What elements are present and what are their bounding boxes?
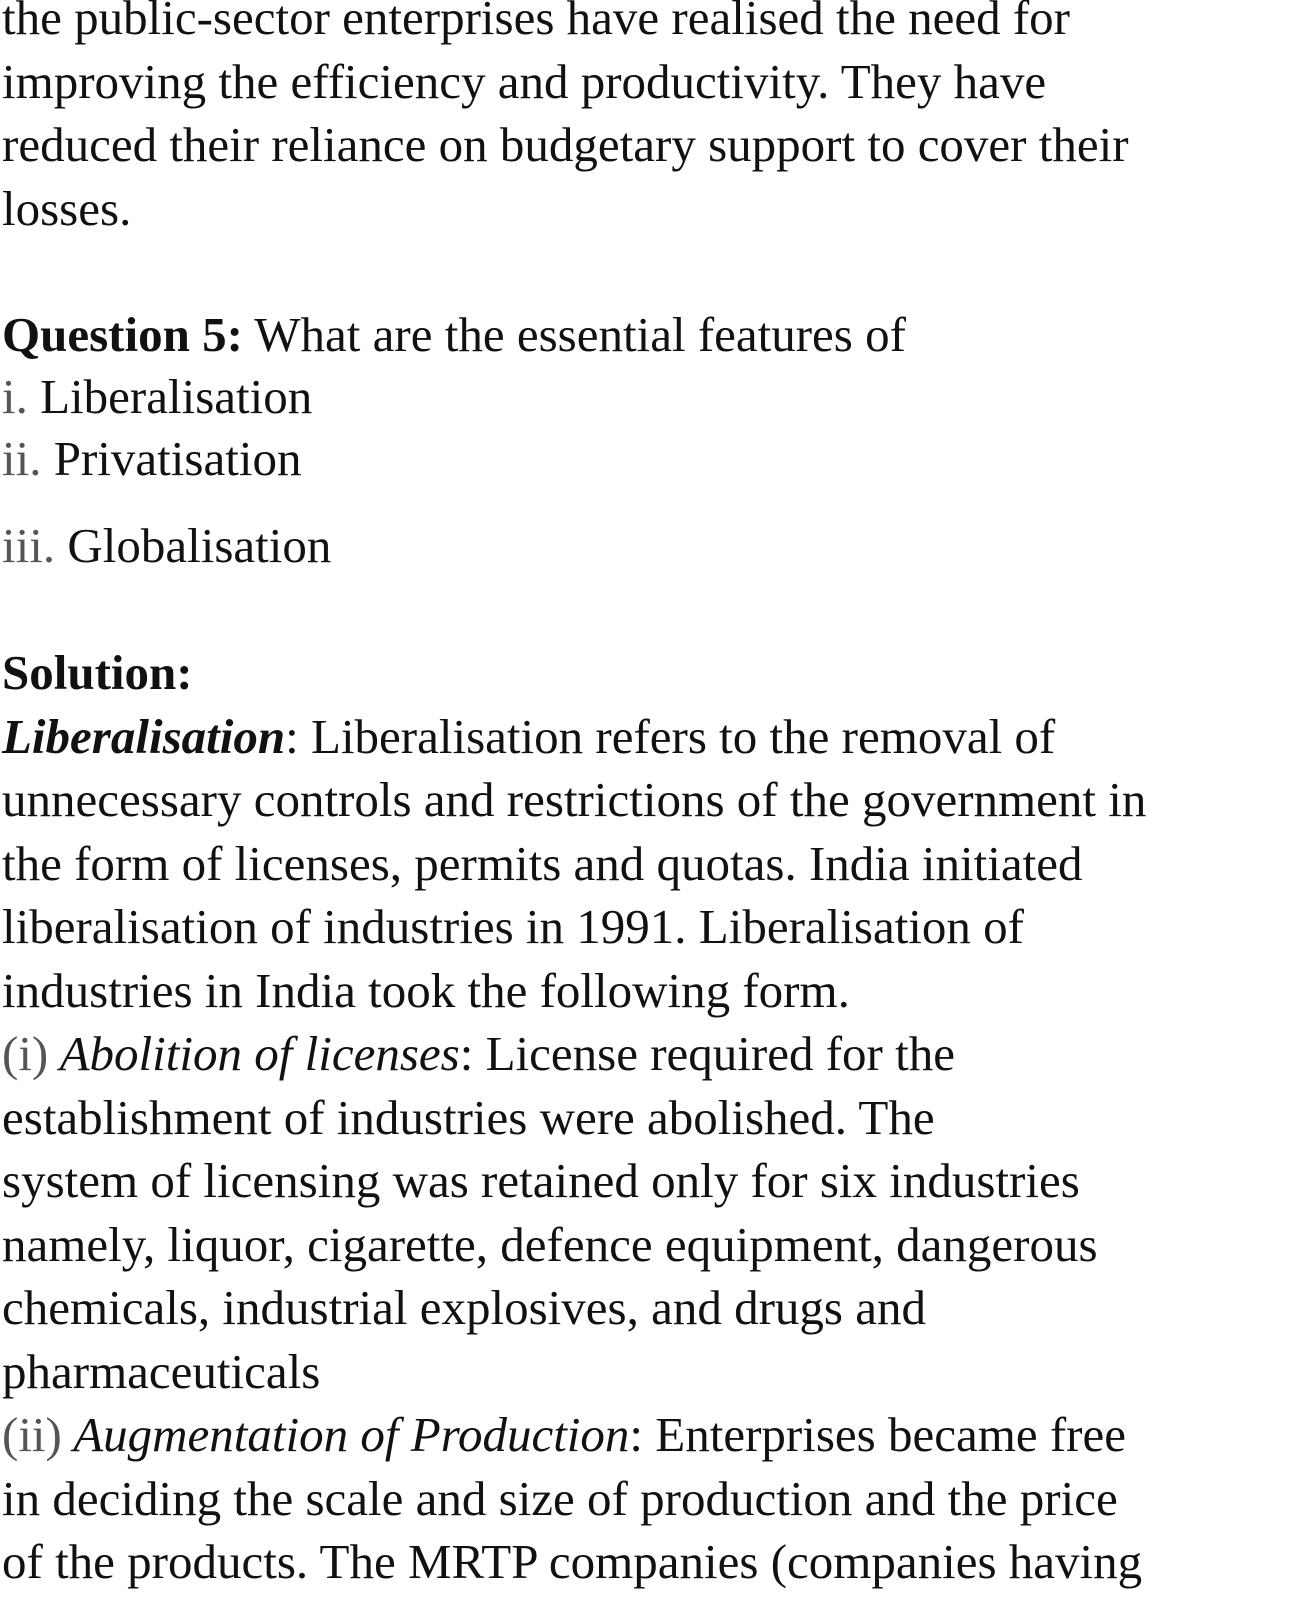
point1-marker: (i) (2, 1026, 49, 1081)
solution-line (2, 705, 1292, 769)
point2-line: of the products. The MRTP companies (companies having (2, 1534, 1143, 1589)
item-text: Globalisation (55, 518, 332, 573)
solution-block (2, 641, 1292, 1594)
solution-term: Liberalisation (2, 708, 286, 764)
solution-term-sep: : (285, 708, 299, 764)
point2-heading: Augmentation of Production (61, 1407, 630, 1462)
solution-line: industries in India took the following form. (2, 962, 850, 1018)
item-marker: i. (2, 369, 28, 424)
question-label: Question 5: (2, 307, 243, 362)
question-block (2, 303, 1292, 367)
point1-text: License required for the (473, 1026, 955, 1081)
item-text: Privatisation (41, 431, 302, 486)
point1-sep: : (459, 1026, 474, 1081)
point1-line (2, 1022, 1292, 1086)
point1-heading: Abolition of licenses (48, 1026, 460, 1081)
question-text: What are the essential features of (242, 307, 906, 362)
point1-line: pharmaceuticals (2, 1343, 321, 1399)
point1-line: establishment of industries were abolished. The (2, 1089, 935, 1145)
intro-line: improving the efficiency and productivity. They have (2, 53, 1047, 109)
item-marker: ii. (2, 431, 42, 486)
item-text: Liberalisation (27, 369, 313, 424)
question-item (2, 427, 1292, 491)
solution-label: Solution: (2, 645, 193, 700)
question-heading (2, 303, 1292, 367)
solution-line: unnecessary controls and restrictions of the government in (2, 772, 1147, 827)
point2-line: in deciding the scale and size of production and the price (2, 1470, 1118, 1526)
solution-text: Liberalisation refers to the removal of (298, 708, 1056, 764)
solution-line: liberalisation of industries in 1991. Liberalisation of (2, 899, 1024, 954)
point1-line: chemicals, industrial explosives, and drugs and (2, 1280, 926, 1335)
point2-text: Enterprises became free (643, 1407, 1126, 1462)
solution-line: the form of licenses, permits and quotas. India initiated (2, 835, 1083, 891)
intro-line: reduced their reliance on budgetary support to cover their (2, 117, 1129, 172)
question-item (2, 365, 1292, 429)
point1-line: system of licensing was retained only for six industries (2, 1153, 1080, 1208)
point2-line (2, 1403, 1292, 1467)
item-marker: iii. (2, 518, 56, 573)
question-item (2, 514, 1292, 578)
intro-paragraph (2, 0, 1292, 240)
intro-line: the public-sector enterprises have realised the need for (2, 0, 1070, 45)
point2-marker: (ii) (2, 1407, 62, 1462)
point2-sep: : (629, 1407, 644, 1462)
intro-line: losses. (2, 180, 132, 236)
point1-line: namely, liquor, cigarette, defence equipment, dangerous (2, 1216, 1098, 1272)
